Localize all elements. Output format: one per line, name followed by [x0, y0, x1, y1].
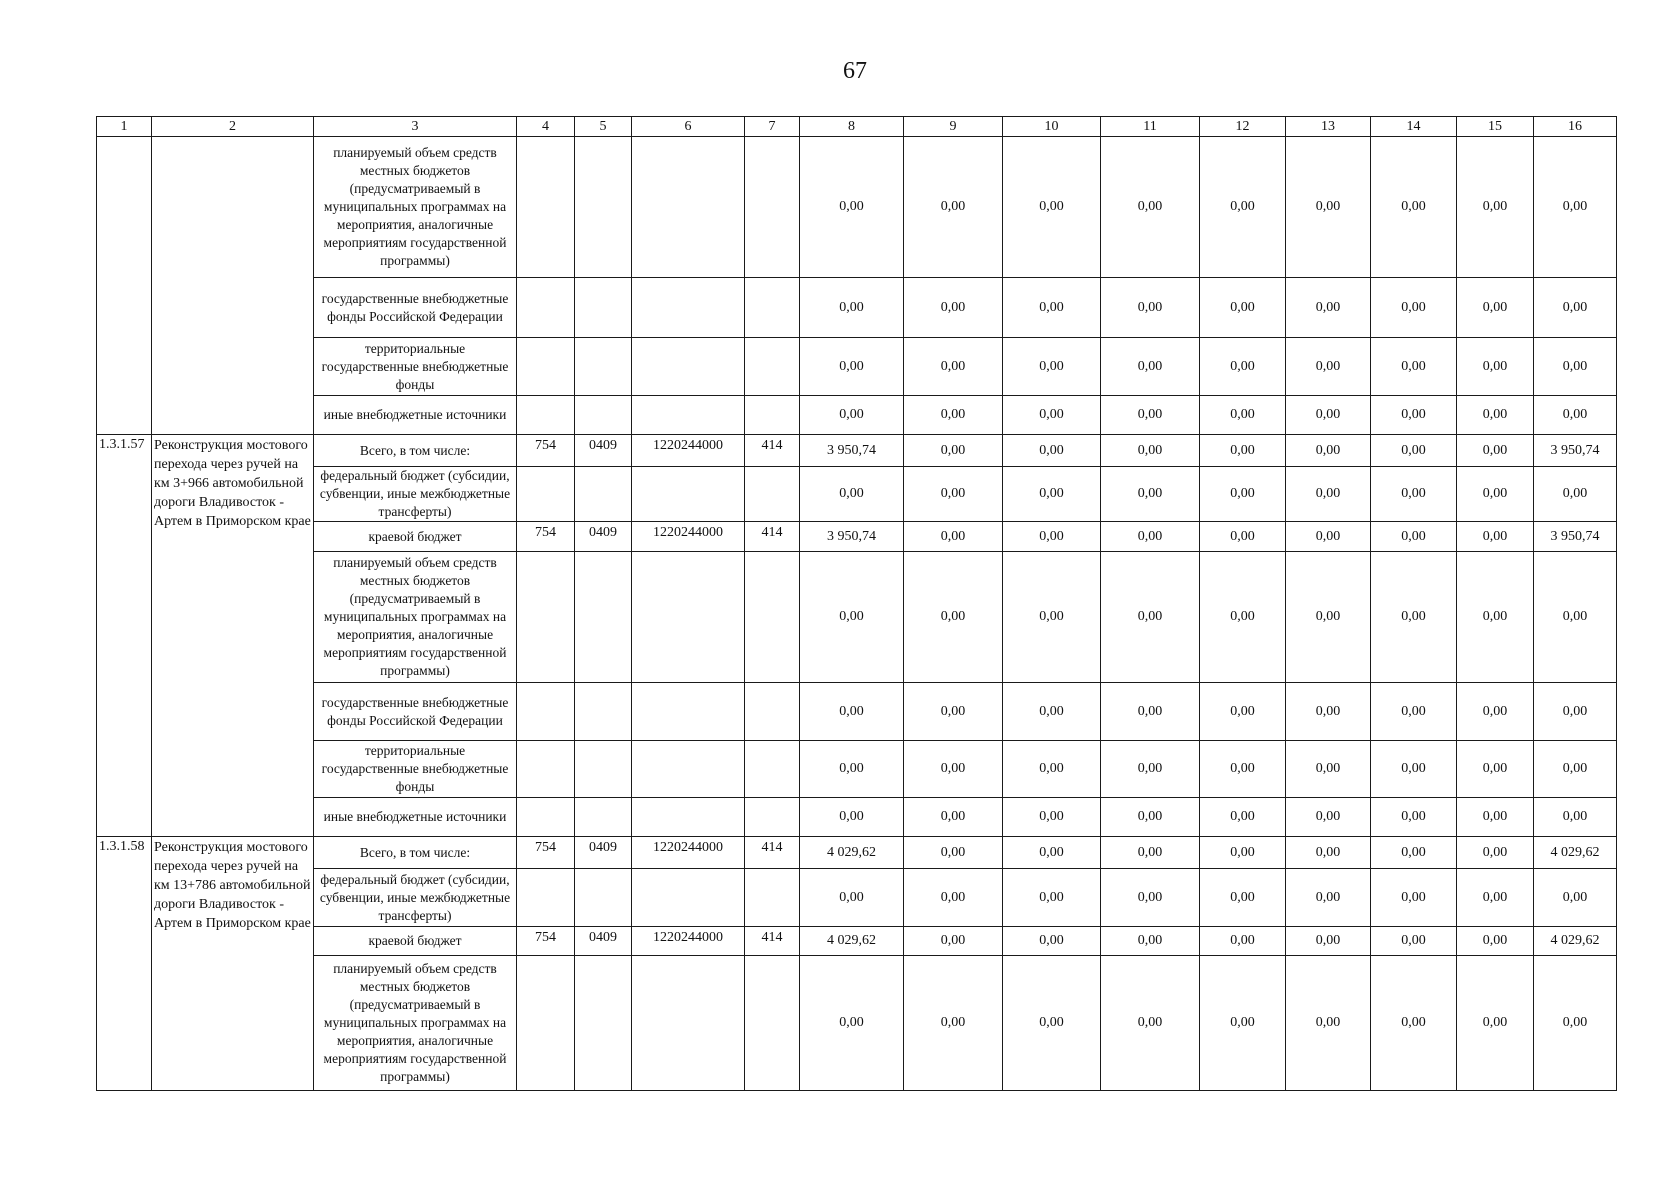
amount-cell: 0,00: [1101, 956, 1200, 1091]
amount-cell: 0,00: [904, 552, 1003, 683]
amount-cell: 0,00: [1286, 869, 1371, 927]
column-number: 1: [97, 117, 152, 137]
amount-cell: 0,00: [1003, 396, 1101, 435]
amount-cell: 4 029,62: [1534, 927, 1617, 956]
amount-cell: 4 029,62: [800, 927, 904, 956]
csr-code: 1220244000: [632, 522, 745, 552]
amount-cell: 0,00: [1286, 683, 1371, 741]
budget-table: [96, 116, 1617, 1091]
amount-cell: 0,00: [1286, 552, 1371, 683]
column-number: 7: [745, 117, 800, 137]
item-name: Реконструкция мостового перехода через ручей на км 13+786 автомобильной дороги Владивосток - Артем в Приморском крае: [152, 837, 314, 1091]
grbs-code: 754: [517, 927, 575, 956]
amount-cell: 0,00: [1200, 956, 1286, 1091]
amount-cell: 0,00: [1200, 927, 1286, 956]
amount-cell: 0,00: [1003, 927, 1101, 956]
amount-cell: 0,00: [1286, 522, 1371, 552]
column-number: 16: [1534, 117, 1617, 137]
amount-cell: 3 950,74: [800, 435, 904, 467]
amount-cell: 0,00: [1200, 396, 1286, 435]
rzpr-code: 0409: [575, 837, 632, 869]
table-row: [97, 467, 1617, 522]
source-label: планируемый объем средств местных бюджетов (предусматриваемый в муниципальных программах на мероприятия, аналогичные мероприятиям государственной программы): [314, 956, 517, 1091]
amount-cell: 0,00: [1200, 278, 1286, 338]
amount-cell: 0,00: [1371, 683, 1457, 741]
amount-cell: 0,00: [904, 338, 1003, 396]
amount-cell: 0,00: [1200, 522, 1286, 552]
table-row: [97, 396, 1617, 435]
amount-cell: 0,00: [1286, 927, 1371, 956]
amount-cell: 0,00: [1003, 467, 1101, 522]
amount-cell: 0,00: [1200, 683, 1286, 741]
amount-cell: 0,00: [1101, 683, 1200, 741]
vr-code: 414: [745, 522, 800, 552]
source-label: территориальные государственные внебюджетные фонды: [314, 338, 517, 396]
amount-cell: 0,00: [1003, 552, 1101, 683]
csr-code: 1220244000: [632, 927, 745, 956]
amount-cell: 0,00: [1371, 798, 1457, 837]
source-label: иные внебюджетные источники: [314, 798, 517, 837]
source-label: территориальные государственные внебюджетные фонды: [314, 741, 517, 798]
amount-cell: 0,00: [1457, 435, 1534, 467]
item-code: 1.3.1.57: [97, 435, 152, 837]
amount-cell: 0,00: [1371, 837, 1457, 869]
amount-cell: 0,00: [1457, 869, 1534, 927]
amount-cell: 0,00: [1457, 137, 1534, 278]
amount-cell: 0,00: [1286, 956, 1371, 1091]
amount-cell: 0,00: [1457, 467, 1534, 522]
amount-cell: 0,00: [1457, 552, 1534, 683]
grbs-code: 754: [517, 522, 575, 552]
amount-cell: 3 950,74: [1534, 522, 1617, 552]
source-label: федеральный бюджет (субсидии, субвенции, иные межбюджетные трансферты): [314, 467, 517, 522]
source-label: планируемый объем средств местных бюджетов (предусматриваемый в муниципальных программах на мероприятия, аналогичные мероприятиям государственной программы): [314, 552, 517, 683]
source-label: федеральный бюджет (субсидии, субвенции, иные межбюджетные трансферты): [314, 869, 517, 927]
amount-cell: 0,00: [1101, 798, 1200, 837]
table-row: [97, 956, 1617, 1091]
rzpr-code: 0409: [575, 435, 632, 467]
amount-cell: 3 950,74: [1534, 435, 1617, 467]
amount-cell: 0,00: [1371, 956, 1457, 1091]
amount-cell: 0,00: [1371, 435, 1457, 467]
table-row: [97, 435, 1617, 467]
rzpr-code: 0409: [575, 522, 632, 552]
amount-cell: 0,00: [1286, 741, 1371, 798]
amount-cell: 0,00: [800, 467, 904, 522]
amount-cell: 4 029,62: [1534, 837, 1617, 869]
amount-cell: 0,00: [904, 956, 1003, 1091]
amount-cell: 3 950,74: [800, 522, 904, 552]
table-row: [97, 278, 1617, 338]
amount-cell: 0,00: [1534, 396, 1617, 435]
amount-cell: 0,00: [1003, 338, 1101, 396]
amount-cell: 0,00: [1200, 552, 1286, 683]
amount-cell: 0,00: [1371, 278, 1457, 338]
table-row: [97, 741, 1617, 798]
column-number: 4: [517, 117, 575, 137]
amount-cell: 0,00: [1003, 683, 1101, 741]
amount-cell: 0,00: [904, 467, 1003, 522]
grbs-code: 754: [517, 435, 575, 467]
amount-cell: 0,00: [904, 869, 1003, 927]
amount-cell: 0,00: [800, 552, 904, 683]
amount-cell: 0,00: [904, 798, 1003, 837]
item-code: 1.3.1.58: [97, 837, 152, 1091]
amount-cell: 0,00: [1200, 798, 1286, 837]
amount-cell: 0,00: [1534, 137, 1617, 278]
source-label: иные внебюджетные источники: [314, 396, 517, 435]
table-row: [97, 837, 1617, 869]
column-number: 12: [1200, 117, 1286, 137]
amount-cell: 0,00: [1286, 396, 1371, 435]
amount-cell: 0,00: [1286, 798, 1371, 837]
amount-cell: 0,00: [1286, 137, 1371, 278]
amount-cell: 0,00: [1101, 522, 1200, 552]
amount-cell: 0,00: [1101, 278, 1200, 338]
column-number: 15: [1457, 117, 1534, 137]
amount-cell: 0,00: [1286, 837, 1371, 869]
amount-cell: 0,00: [1371, 338, 1457, 396]
amount-cell: 0,00: [1534, 338, 1617, 396]
amount-cell: 0,00: [1101, 552, 1200, 683]
amount-cell: 0,00: [800, 798, 904, 837]
amount-cell: 0,00: [1457, 278, 1534, 338]
amount-cell: 0,00: [1457, 798, 1534, 837]
source-label: Всего, в том числе:: [314, 435, 517, 467]
rzpr-code: 0409: [575, 927, 632, 956]
csr-code: 1220244000: [632, 837, 745, 869]
amount-cell: 0,00: [1534, 956, 1617, 1091]
grbs-code: 754: [517, 837, 575, 869]
amount-cell: 0,00: [1371, 741, 1457, 798]
amount-cell: 0,00: [904, 396, 1003, 435]
amount-cell: 0,00: [1200, 137, 1286, 278]
amount-cell: 0,00: [1101, 137, 1200, 278]
amount-cell: 0,00: [1003, 869, 1101, 927]
amount-cell: 0,00: [904, 927, 1003, 956]
amount-cell: 0,00: [1371, 137, 1457, 278]
amount-cell: 0,00: [904, 435, 1003, 467]
vr-code: 414: [745, 435, 800, 467]
amount-cell: 0,00: [800, 741, 904, 798]
amount-cell: 0,00: [1200, 435, 1286, 467]
amount-cell: 0,00: [1534, 467, 1617, 522]
column-number: 5: [575, 117, 632, 137]
amount-cell: 0,00: [1003, 435, 1101, 467]
amount-cell: 0,00: [1534, 683, 1617, 741]
amount-cell: 0,00: [1371, 869, 1457, 927]
amount-cell: 0,00: [1101, 338, 1200, 396]
amount-cell: 0,00: [800, 683, 904, 741]
amount-cell: 0,00: [1371, 467, 1457, 522]
amount-cell: 0,00: [1371, 396, 1457, 435]
amount-cell: 0,00: [1101, 869, 1200, 927]
source-label: Всего, в том числе:: [314, 837, 517, 869]
column-number: 10: [1003, 117, 1101, 137]
amount-cell: 0,00: [1286, 338, 1371, 396]
column-number: 3: [314, 117, 517, 137]
table-row: [97, 552, 1617, 683]
source-label: государственные внебюджетные фонды Российской Федерации: [314, 683, 517, 741]
column-number: 6: [632, 117, 745, 137]
amount-cell: 0,00: [904, 741, 1003, 798]
column-number: 2: [152, 117, 314, 137]
source-label: государственные внебюджетные фонды Российской Федерации: [314, 278, 517, 338]
amount-cell: 0,00: [1200, 467, 1286, 522]
amount-cell: 0,00: [1003, 798, 1101, 837]
amount-cell: 0,00: [1534, 741, 1617, 798]
table-row: [97, 798, 1617, 837]
amount-cell: 0,00: [1457, 837, 1534, 869]
vr-code: 414: [745, 837, 800, 869]
amount-cell: 0,00: [904, 522, 1003, 552]
amount-cell: 0,00: [904, 683, 1003, 741]
amount-cell: 0,00: [1457, 956, 1534, 1091]
amount-cell: 0,00: [1101, 435, 1200, 467]
source-label: краевой бюджет: [314, 927, 517, 956]
source-label: краевой бюджет: [314, 522, 517, 552]
amount-cell: 0,00: [800, 869, 904, 927]
amount-cell: 0,00: [800, 338, 904, 396]
column-number: 8: [800, 117, 904, 137]
amount-cell: 0,00: [1101, 741, 1200, 798]
amount-cell: 0,00: [904, 278, 1003, 338]
amount-cell: 0,00: [1101, 837, 1200, 869]
amount-cell: 0,00: [1457, 396, 1534, 435]
csr-code: 1220244000: [632, 435, 745, 467]
amount-cell: 0,00: [1457, 927, 1534, 956]
amount-cell: 0,00: [1371, 522, 1457, 552]
table-row: [97, 338, 1617, 396]
amount-cell: 0,00: [1534, 798, 1617, 837]
amount-cell: 0,00: [1003, 837, 1101, 869]
table-row: [97, 137, 1617, 278]
amount-cell: 0,00: [1003, 278, 1101, 338]
amount-cell: 0,00: [1371, 552, 1457, 683]
amount-cell: 0,00: [1200, 338, 1286, 396]
amount-cell: 0,00: [1534, 278, 1617, 338]
item-name-cell: [152, 137, 314, 435]
column-number-row: [97, 117, 1617, 137]
amount-cell: 0,00: [800, 137, 904, 278]
amount-cell: 0,00: [1457, 522, 1534, 552]
item-name: Реконструкция мостового перехода через ручей на км 3+966 автомобильной дороги Владивосток - Артем в Приморском крае: [152, 435, 314, 837]
item-code-cell: [97, 137, 152, 435]
amount-cell: 0,00: [800, 396, 904, 435]
column-number: 11: [1101, 117, 1200, 137]
amount-cell: 0,00: [1200, 837, 1286, 869]
amount-cell: 0,00: [1457, 338, 1534, 396]
amount-cell: 0,00: [1457, 683, 1534, 741]
amount-cell: 0,00: [1101, 927, 1200, 956]
amount-cell: 0,00: [1534, 869, 1617, 927]
amount-cell: 0,00: [1101, 467, 1200, 522]
amount-cell: 0,00: [800, 278, 904, 338]
table-row: [97, 869, 1617, 927]
column-number: 14: [1371, 117, 1457, 137]
amount-cell: 0,00: [1200, 869, 1286, 927]
amount-cell: 0,00: [1003, 741, 1101, 798]
column-number: 9: [904, 117, 1003, 137]
amount-cell: 0,00: [1003, 522, 1101, 552]
table-row: [97, 522, 1617, 552]
amount-cell: 0,00: [1371, 927, 1457, 956]
amount-cell: 0,00: [1003, 137, 1101, 278]
source-label: планируемый объем средств местных бюджетов (предусматриваемый в муниципальных программах на мероприятия, аналогичные мероприятиям государственной программы): [314, 137, 517, 278]
amount-cell: 0,00: [1101, 396, 1200, 435]
amount-cell: 0,00: [800, 956, 904, 1091]
amount-cell: 0,00: [904, 137, 1003, 278]
amount-cell: 0,00: [1286, 435, 1371, 467]
amount-cell: 4 029,62: [800, 837, 904, 869]
amount-cell: 0,00: [1003, 956, 1101, 1091]
page-number: 67: [843, 58, 867, 84]
column-number: 13: [1286, 117, 1371, 137]
table-row: [97, 683, 1617, 741]
amount-cell: 0,00: [1286, 278, 1371, 338]
table-row: [97, 927, 1617, 956]
amount-cell: 0,00: [1534, 552, 1617, 683]
amount-cell: 0,00: [1286, 467, 1371, 522]
amount-cell: 0,00: [904, 837, 1003, 869]
vr-code: 414: [745, 927, 800, 956]
amount-cell: 0,00: [1200, 741, 1286, 798]
amount-cell: 0,00: [1457, 741, 1534, 798]
